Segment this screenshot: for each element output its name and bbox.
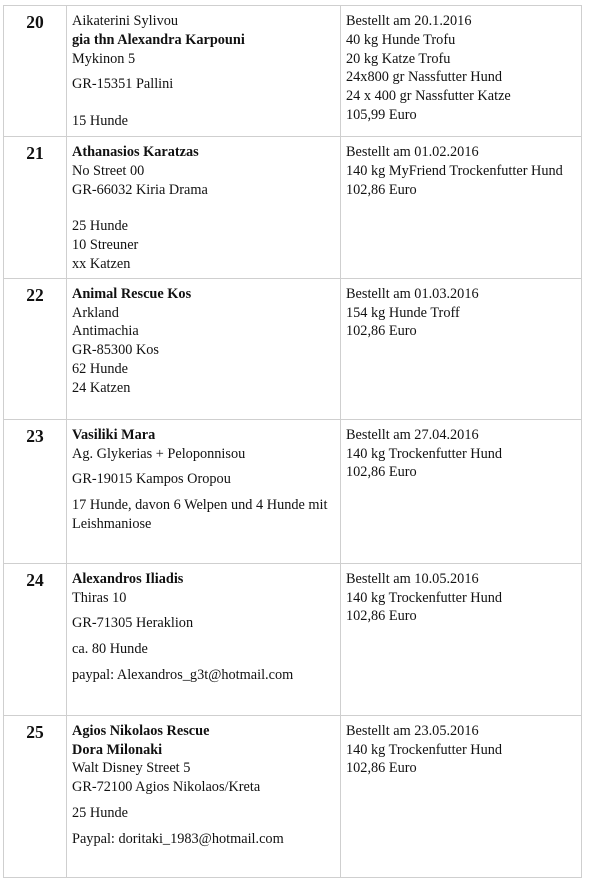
order-line: 40 kg Hunde Trofu <box>346 31 456 48</box>
recipient-line: 24 Katzen <box>72 379 131 396</box>
recipient-cell <box>67 563 341 715</box>
recipient-line: Aikaterini Sylivou <box>72 13 179 29</box>
paypal-contact: Paypal: doritaki_1983@hotmail.com <box>72 830 284 847</box>
table-row <box>4 6 582 137</box>
table-row <box>4 419 582 563</box>
order-line: Bestellt am 10.05.2016 <box>346 570 479 587</box>
row-number: 25 <box>26 721 44 742</box>
order-line: Bestellt am 23.05.2016 <box>346 722 479 739</box>
row-number-cell <box>4 715 67 877</box>
recipient-name: gia thn Alexandra Karpouni <box>72 31 245 48</box>
row-number: 21 <box>26 143 44 163</box>
order-line: 140 kg MyFriend Trockenfutter Hund <box>346 162 563 179</box>
order-cell <box>341 6 582 137</box>
order-line: 140 kg Trockenfutter Hund <box>346 589 503 606</box>
table-row <box>4 563 582 715</box>
order-cell <box>341 715 582 877</box>
orders-table <box>3 5 582 878</box>
table-row <box>4 278 582 419</box>
order-line: 140 kg Trockenfutter Hund <box>346 741 503 758</box>
recipient-name: Agios Nikolaos Rescue <box>72 722 210 739</box>
row-number: 23 <box>26 425 44 446</box>
row-number-cell <box>4 278 67 419</box>
recipient-line: GR-15351 Pallini <box>72 76 174 93</box>
recipient-line: 62 Hunde <box>72 360 128 377</box>
recipient-line: 25 Hunde <box>72 218 128 235</box>
table-row <box>4 715 582 877</box>
recipient-line: 17 Hunde, davon 6 Welpen und 4 Hunde mit Leishmaniose <box>72 497 328 532</box>
order-line: Bestellt am 01.02.2016 <box>346 144 479 160</box>
order-line: 20 kg Katze Trofu <box>346 50 451 67</box>
order-line: Bestellt am 20.1.2016 <box>346 13 472 29</box>
recipient-line: 10 Streuner <box>72 237 139 254</box>
recipient-line: Antimachia <box>72 323 139 340</box>
recipient-line: Walt Disney Street 5 <box>72 760 191 777</box>
recipient-cell <box>67 715 341 877</box>
recipient-name: Alexandros Iliadis <box>72 570 184 587</box>
recipient-line: 25 Hunde <box>72 804 128 821</box>
order-line: 24x800 gr Nassfutter Hund <box>346 69 503 86</box>
row-number-cell <box>4 6 67 137</box>
order-line: 140 kg Trockenfutter Hund <box>346 445 503 462</box>
recipient-line: Ag. Glykerias + Peloponnisou <box>72 445 246 462</box>
paypal-contact: paypal: Alexandros_g3t@hotmail.com <box>72 666 294 683</box>
recipient-cell <box>67 6 341 137</box>
recipient-name: Athanasios Karatzas <box>72 144 199 160</box>
recipient-line: xx Katzen <box>72 255 131 272</box>
recipient-line: No Street 00 <box>72 162 145 179</box>
order-line: 105,99 Euro <box>346 106 417 123</box>
recipient-cell <box>67 278 341 419</box>
recipient-cell <box>67 419 341 563</box>
recipient-line: Thiras 10 <box>72 589 127 606</box>
row-number-cell <box>4 419 67 563</box>
recipient-line: GR-19015 Kampos Oropou <box>72 471 231 488</box>
order-line: Bestellt am 01.03.2016 <box>346 285 479 302</box>
row-number-cell <box>4 137 67 279</box>
recipient-line: GR-85300 Kos <box>72 342 159 359</box>
order-line: 102,86 Euro <box>346 464 417 481</box>
order-line: 102,86 Euro <box>346 181 417 198</box>
order-line: 102,86 Euro <box>346 608 417 625</box>
recipient-line: Mykinon 5 <box>72 50 136 67</box>
recipient-line: 15 Hunde <box>72 113 128 130</box>
order-line: Bestellt am 27.04.2016 <box>346 426 479 443</box>
order-line: 24 x 400 gr Nassfutter Katze <box>346 88 511 105</box>
row-number: 24 <box>26 569 44 590</box>
order-line: 102,86 Euro <box>346 323 417 340</box>
row-number: 22 <box>26 284 44 305</box>
recipient-cell <box>67 137 341 279</box>
row-number: 20 <box>26 12 44 32</box>
recipient-line: ca. 80 Hunde <box>72 641 148 658</box>
order-cell <box>341 563 582 715</box>
recipient-name: Dora Milonaki <box>72 741 163 758</box>
order-line: 102,86 Euro <box>346 760 417 777</box>
table-row <box>4 137 582 279</box>
order-line: 154 kg Hunde Troff <box>346 304 460 321</box>
order-cell <box>341 278 582 419</box>
order-cell <box>341 137 582 279</box>
recipient-line: Arkland <box>72 304 119 321</box>
recipient-line: GR-66032 Kiria Drama <box>72 181 208 198</box>
recipient-name: Vasiliki Mara <box>72 426 156 443</box>
order-cell <box>341 419 582 563</box>
recipient-name: Animal Rescue Kos <box>72 285 192 302</box>
row-number-cell <box>4 563 67 715</box>
recipient-line: GR-71305 Heraklion <box>72 615 194 632</box>
recipient-line: GR-72100 Agios Nikolaos/Kreta <box>72 779 261 796</box>
